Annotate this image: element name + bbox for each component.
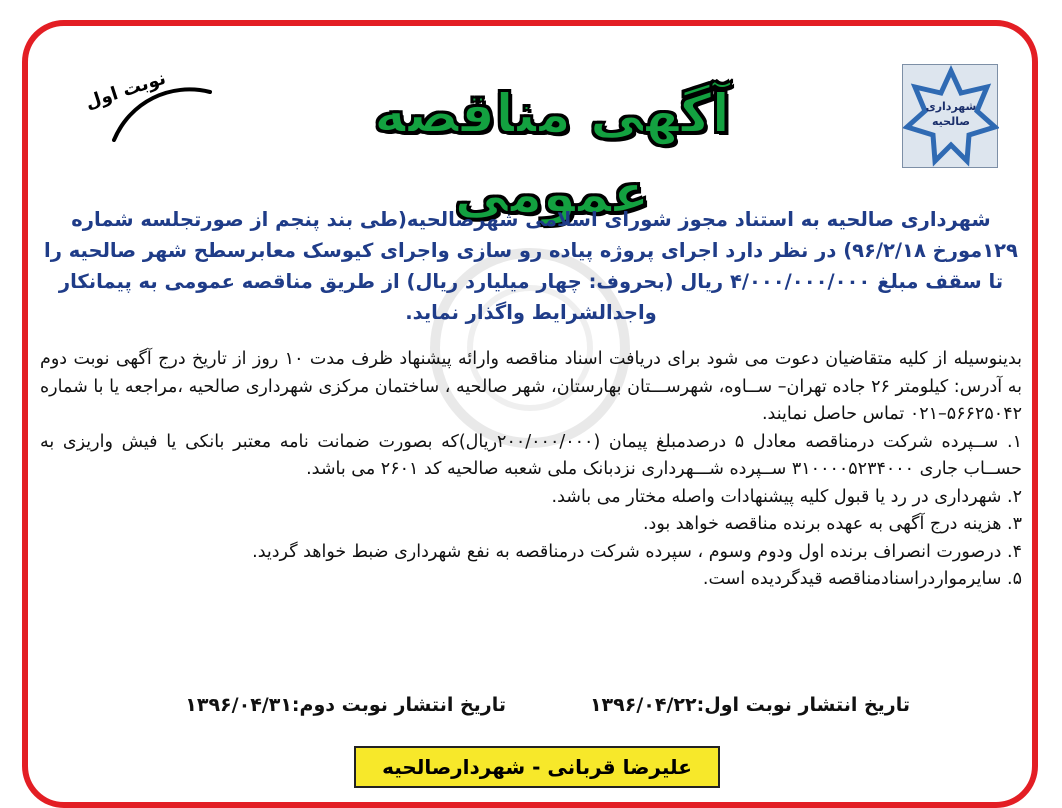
signature-footer: علیرضا قربانی - شهردارصالحیه [354,746,720,788]
list-item: ۲. شهرداری در رد یا قبول کلیه پیشنهادات واصله مختار می باشد. [551,486,1022,507]
intro-paragraph: شهرداری صالحیه به استناد مجوز شورای اسلامی شهرصالحیه(طی بند پنجم از صورتجلسه شماره ۱۲۹مورخ ۹۶/۲/۱۸) در نظر دارد اجرای پروژه پیاده رو سازی واجرای کیوسک معابرسطح شهر صالحیه را تا سقف مبلغ ۴/۰۰۰/۰۰۰/۰۰۰ ریال (بحروف: چهار میلیارد ریال) از طریق مناقصه عمومی به پیمانکار واجدالشرایط واگذار نماید. [44,208,1018,324]
list-item: ۱. ســپرده شرکت درمناقصه معادل ۵ درصدمبلغ پیمان (۲۰۰/۰۰۰/۰۰۰ریال)که بصورت ضمانت نامه معتبر بانکی یا فیش واریزی به حســاب جاری ۳۱۰۰۰۰۵۲۳۴۰۰۰ ســپرده شـــهرداری نزدبانک ملی شعبه صالحیه کد ۲۶۰۱ می باشد. [40,431,1022,479]
page-title: آگهی مناقصه عمومی [373,82,731,225]
list-item: ۵. سایرمواردراسنادمناقصه قیدگردیده است. [702,569,1022,589]
invitation-paragraph: بدینوسیله از کلیه متقاضیان دعوت می شود برای دریافت اسناد مناقصه وارائه پیشنهاد ظرف مدت ۱۰ روز از تاریخ درج آگهی نوبت دوم به آدرس: کیلومتر ۲۶ جاده تهران– ســاوه، شهرســـتان بهارستان، شهر صالحیه ، ساختمان مرکزی شهرداری صالحیه ،مراجعه یا با شماره ۵۶۶۲۵۰۴۲–۰۲۱ تماس حاصل نمایند. [40,349,1023,424]
municipality-logo [902,64,998,168]
first-publication-date: تاریخ انتشار نوبت اول:۱۳۹۶/۰۴/۲۲ [589,694,910,716]
second-publication-date: تاریخ انتشار نوبت دوم:۱۳۹۶/۰۴/۳۱ [185,694,506,716]
list-item: ۴. درصورت انصراف برنده اول ودوم وسوم ، سپرده شرکت درمناقصه به نفع شهرداری ضبط خواهد گردید. [252,541,1022,562]
list-item: ۳. هزینه درج آگهی به عهده برنده مناقصه خواهد بود. [642,514,1022,534]
logo-line2: صالحیه [932,115,970,128]
notice-body [40,346,1022,594]
logo-text [903,99,999,129]
logo-line1: شهرداری [925,100,977,113]
edition-badge: نوبت اول [82,67,169,114]
